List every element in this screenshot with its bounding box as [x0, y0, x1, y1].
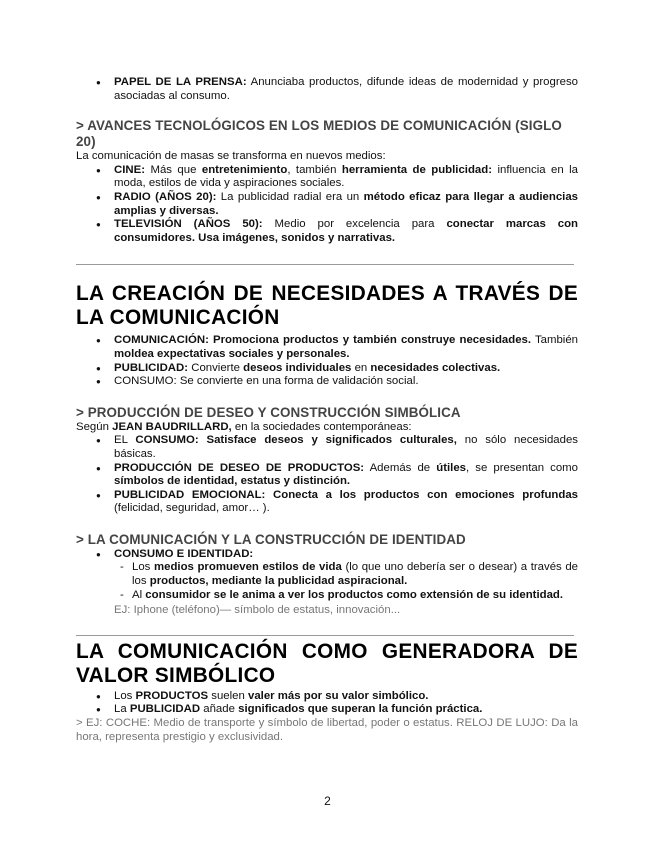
identidad-list [76, 548, 578, 602]
produccion-bold-a: útiles [436, 461, 466, 474]
document-page [76, 0, 578, 744]
avances-intro: La comunicación de masas se transforma en nuevos medios: [76, 150, 386, 163]
el-consumo-bold: CONSUMO: Satisface deseos y significados culturales, [135, 434, 457, 447]
dash2-bold: consumidor se le anima a ver los productos como extensión de su identidad. [145, 588, 564, 601]
identidad-example: EJ: Iphone (teléfono)— símbolo de estatus, innovación... [114, 604, 401, 617]
list-item-produccion-deseo [76, 462, 578, 489]
consumo-identidad-label: CONSUMO E IDENTIDAD: [114, 547, 254, 560]
productos-bold-b: valer más por su valor simbólico. [248, 689, 429, 702]
emocional-bold: PUBLICIDAD EMOCIONAL: Conecta a los productos con emociones profundas [114, 488, 578, 501]
section-title-necesidades: LA CREACIÓN DE NECESIDADES A TRAVÉS DE LA COMUNICACIÓN [76, 282, 578, 330]
list-item-publicidad-valor [76, 703, 578, 717]
emocional-text: (felicidad, seguridad, amor… ). [114, 502, 270, 515]
cine-text-b: , también [287, 163, 342, 176]
radio-text: La publicidad radial era un [216, 190, 364, 203]
valor-example: > EJ: COCHE: Medio de transporte y símbolo de libertad, poder o estatus. RELOJ DE LUJO: Da la hora, representa prestigio y exclusividad. [76, 717, 578, 743]
publicidad-valor-bold-b: significados que superan la función práctica. [238, 703, 483, 716]
prensa-list [76, 76, 578, 103]
cine-label: CINE: [114, 163, 146, 176]
comunicacion-bold: COMUNICACIÓN: Promociona productos y también construye necesidades. [114, 334, 532, 347]
list-item-publicidad-emocional [76, 489, 578, 516]
prensa-label: PAPEL DE LA PRENSA: [114, 76, 247, 88]
prensa-text: Anunciaba productos, difunde ideas de modernidad y progreso asociadas al consumo. [114, 76, 578, 102]
page-number: 2 [324, 794, 331, 808]
productos-text-b: suelen [208, 689, 249, 702]
comunicacion-text: También [531, 334, 578, 347]
deseo-intro [76, 421, 578, 435]
radio-bold: método eficaz para llegar a audiencias amplias y diversas. [114, 190, 578, 217]
list-item-radio [76, 191, 578, 218]
tv-label: TELEVISIÓN (AÑOS 50): [114, 218, 263, 231]
divider [76, 635, 574, 636]
list-item-productos [76, 690, 578, 704]
list-item-consumo: ● CONSUMO: Se convierte en una forma de validación social. [76, 375, 578, 389]
section-title-valor: LA COMUNICACIÓN COMO GENERADORA DE VALOR SIMBÓLICO [76, 639, 578, 687]
dash-item-medios [76, 561, 578, 588]
produccion-text-a: Además de [364, 461, 437, 474]
cine-bold-a: entretenimiento [201, 163, 288, 176]
publicidad-valor-text-b: añade [200, 703, 239, 716]
list-item-television [76, 218, 578, 245]
publicidad-bold-b: necesidades colectivas. [370, 361, 501, 374]
list-item-consumo-identidad [76, 548, 578, 562]
cine-text-a: Más que [145, 163, 202, 176]
productos-text-a: Los [114, 689, 136, 702]
dash1-bold-a: medios promueven estilos de vida [153, 561, 342, 574]
deseo-list [76, 434, 578, 516]
tv-bold: conectar marcas con consumidores. Usa imágenes, sonidos y narrativas. [114, 218, 579, 244]
deseo-heading: > PRODUCCIÓN DE DESEO Y CONSTRUCCIÓN SIMBÓLICA [76, 404, 461, 420]
baudrillard-name: JEAN BAUDRILLARD, [112, 420, 232, 433]
avances-list [76, 164, 578, 246]
publicidad-label: PUBLICIDAD: [114, 361, 189, 374]
radio-label: RADIO (AÑOS 20): [114, 190, 217, 203]
el-consumo-text: EL [114, 434, 136, 447]
dash1-text-b: (lo que uno debería ser o desear) a través de los [132, 561, 579, 588]
dash2-text: Al [132, 588, 146, 601]
deseo-intro-text-b: en la sociedades contemporáneas: [231, 420, 412, 433]
tv-text: Medio por excelencia para [262, 218, 447, 231]
cine-bold-b: herramienta de publicidad: [341, 163, 493, 176]
identidad-heading: > LA COMUNICACIÓN Y LA CONSTRUCCIÓN DE IDENTIDAD [76, 531, 466, 547]
valor-list [76, 690, 578, 717]
publicidad-text-a: Convierte [188, 361, 244, 374]
produccion-text-b: , se presentan como [466, 461, 578, 474]
productos-bold-a: PRODUCTOS [135, 689, 209, 702]
dash1-text-a: Los [132, 561, 154, 574]
avances-heading: > AVANCES TECNOLÓGICOS EN LOS MEDIOS DE COMUNICACIÓN (SIGLO 20) [76, 118, 562, 150]
el-consumo-text-b: no sólo necesidades básicas. [114, 434, 578, 460]
list-item-comunicacion [76, 334, 578, 361]
necesidades-list [76, 334, 578, 388]
produccion-label: PRODUCCIÓN DE DESEO DE PRODUCTOS: [114, 461, 365, 474]
publicidad-valor-bold-a: PUBLICIDAD [129, 703, 201, 716]
cine-text-c: influencia en la moda, estilos de vida y aspiraciones sociales. [114, 163, 578, 190]
comunicacion-bold-b: moldea expectativas sociales y personales. [114, 347, 350, 360]
publicidad-bold-a: deseos individuales [243, 361, 352, 374]
list-item-publicidad [76, 362, 578, 376]
divider [76, 264, 574, 265]
dash-item-consumidor [76, 589, 578, 603]
list-item-el-consumo [76, 434, 578, 461]
publicidad-valor-text-a: La [114, 703, 130, 716]
deseo-intro-text: Según [76, 420, 113, 433]
produccion-bold-b: símbolos de identidad, estatus y distinción. [114, 475, 351, 488]
list-item-cine [76, 164, 578, 191]
dash1-bold-b: productos, mediante la publicidad aspiracional. [149, 575, 408, 588]
publicidad-text-b: en [351, 361, 371, 374]
list-item-prensa [76, 76, 578, 103]
